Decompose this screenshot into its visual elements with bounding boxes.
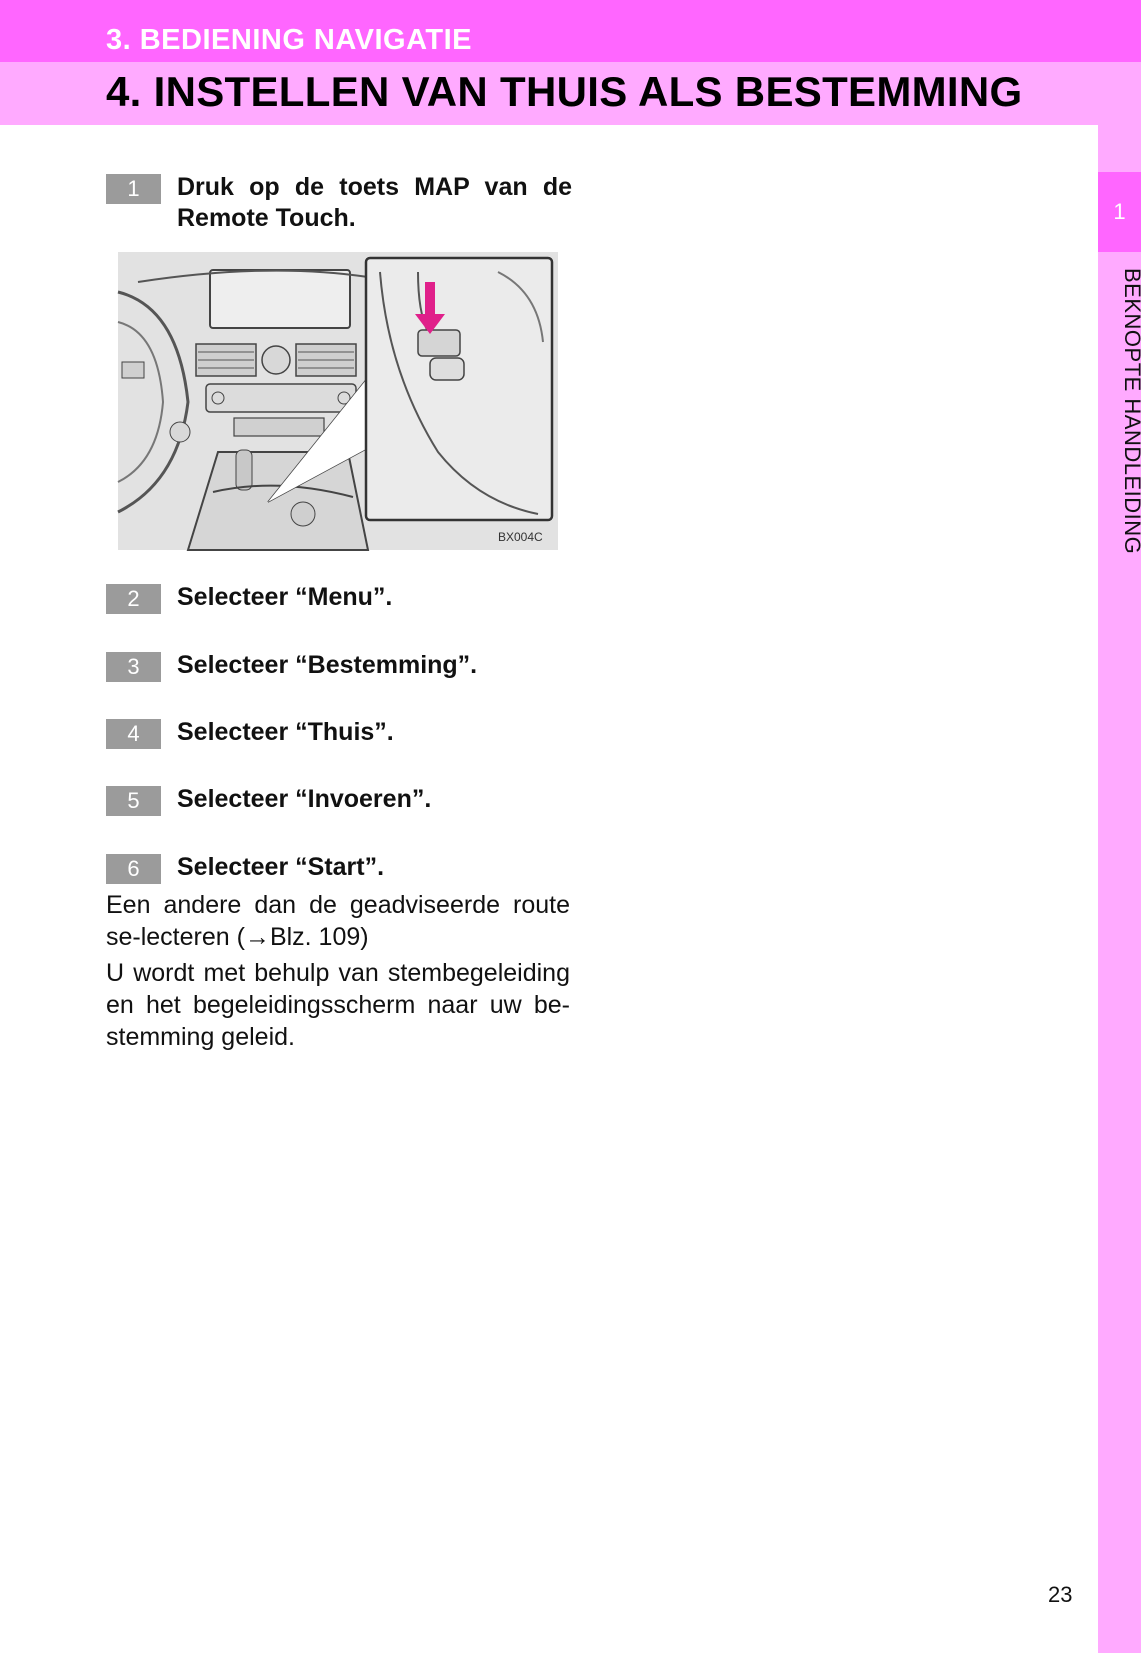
illustration-code: BX004C <box>498 530 543 544</box>
step-text: Selecteer “Thuis”. <box>177 718 394 746</box>
note-alternative-route: Een andere dan de geadviseerde route se-lecteren (→Blz. 109) <box>106 891 570 951</box>
chapter-tab-label: BEKNOPTE HANDLEIDING <box>1120 268 1145 555</box>
step-6 <box>106 852 576 884</box>
step-4 <box>106 717 576 749</box>
remote-touch-diagram <box>118 252 558 550</box>
chapter-tab[interactable] <box>1098 172 1141 252</box>
step-number-badge: 4 <box>106 719 161 749</box>
page-title: 4. INSTELLEN VAN THUIS ALS BESTEMMING <box>106 68 1023 115</box>
page-number: 23 <box>1048 1582 1073 1607</box>
step-text: Selecteer “Bestemming”. <box>177 651 478 679</box>
step-text: Druk op de toets MAP van de Remote Touch. <box>177 173 572 232</box>
note-guidance: U wordt met behulp van stembegeleiding en het begeleidingsscherm naar uw be-stemming geleid. <box>106 959 570 1051</box>
step-5 <box>106 784 576 816</box>
step-text: Selecteer “Start”. <box>177 853 385 881</box>
step-number-badge: 5 <box>106 786 161 816</box>
step-number-badge: 6 <box>106 854 161 884</box>
step-2 <box>106 582 576 614</box>
dashboard-illustration <box>118 252 558 550</box>
step-number-badge: 2 <box>106 584 161 614</box>
step-text: Selecteer “Invoeren”. <box>177 785 432 813</box>
step-3 <box>106 650 576 682</box>
step-number-badge: 3 <box>106 652 161 682</box>
step-1 <box>106 172 576 234</box>
step-number-badge: 1 <box>106 174 161 204</box>
section-title: 3. BEDIENING NAVIGATIE <box>106 24 473 56</box>
step-text: Selecteer “Menu”. <box>177 583 393 611</box>
chapter-tab-number: 1 <box>1113 199 1126 224</box>
